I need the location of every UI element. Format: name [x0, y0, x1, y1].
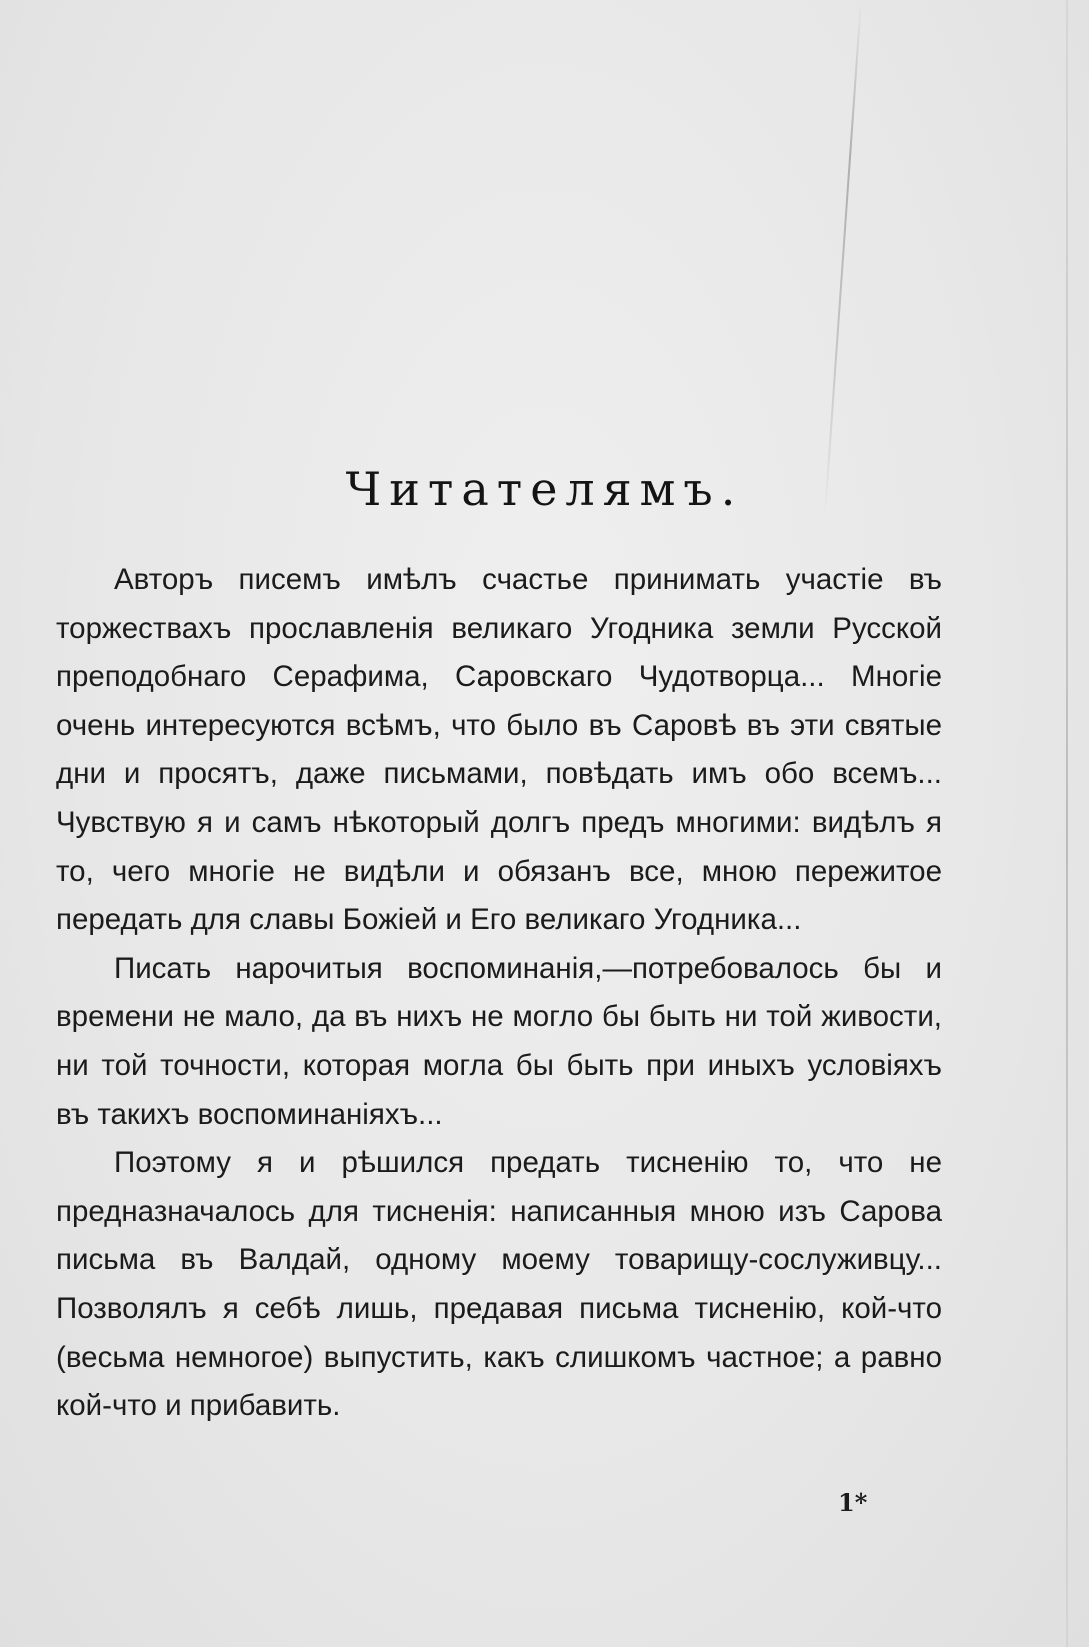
paragraph-1: Авторъ писемъ имѣлъ счастье принимать участіе въ торжествахъ прославленія великаго Угодника земли Русской преподобнаго Серафима, Саровскаго Чудотворца... Многіе очень интересуются всѣмъ, что было въ Саровѣ въ эти святые дни и просятъ, даже письмами, повѣдать имъ обо всемъ... Чувствую я и самъ нѣкоторый долгъ предъ многими: видѣлъ я то, чего многіе не видѣли и обязанъ все, мною пережитое передать для славы Божіей и Его великаго Угодника...	[56, 563, 942, 937]
paragraph-3: Поэтому я и рѣшился предать тисненію то, что не предназначалось для тисненія: написанныя мною изъ Сарова письма въ Валдай, одному моему товарищу-сослуживцу... Позволялъ я себѣ лишь, предавая письма тисненію, кой-что (весьма немногое) выпустить, какъ слишкомъ частное; а равно кой-что и прибавить.	[56, 1146, 942, 1423]
page-title: Читателямъ.	[345, 462, 744, 516]
page-crease	[824, 0, 862, 519]
body-text	[56, 556, 942, 1431]
paragraph-2: Писать нарочитыя воспоминанія,—потребовалось бы и времени не мало, да въ нихъ не могло бы быть ни той живости, ни той точности, которая могла бы быть при иныхъ условіяхъ въ такихъ воспоминаніяхъ...	[56, 951, 942, 1131]
page-number: 1*	[838, 1488, 868, 1517]
page-edge	[1066, 0, 1068, 1647]
